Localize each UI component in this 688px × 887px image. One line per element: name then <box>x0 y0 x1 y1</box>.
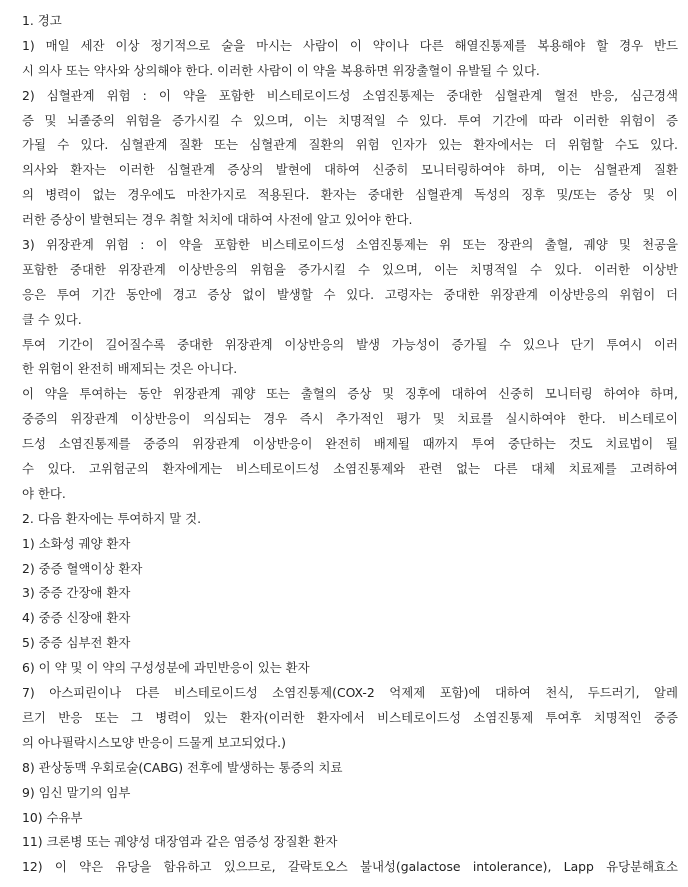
list-item: 5) 중증 심부전 환자 <box>22 635 131 651</box>
text-line: 포함한 중대한 위장관계 이상반응의 위험을 증가시킬 수 있으며, 이는 치명적일 수 있다. 이러한 이상반 <box>22 261 678 277</box>
list-item: 8) 관상동맥 우회로술(CABG) 전후에 발생하는 통증의 치료 <box>22 759 343 775</box>
text-line: 중증의 위장관계 이상반응이 의심되는 경우 즉시 추가적인 평가 및 치료를 실시하여야 한다. 비스테로이 <box>22 411 678 427</box>
text-line: 드성 소염진통제를 중증의 위장관계 이상반응이 완전히 배제될 때까지 투여 중단하는 것도 치료법이 될 <box>22 436 678 452</box>
list-item: 6) 이 약 및 이 약의 구성성분에 과민반응이 있는 환자 <box>22 660 310 676</box>
text-line: 의 아나필락시스모양 반응이 드물게 보고되었다.) <box>22 734 286 750</box>
text-line: 러한 증상이 발현되는 경우 취할 처치에 대하여 사전에 알고 있어야 한다. <box>22 212 413 228</box>
text-line: 한 위험이 완전히 배제되는 것은 아니다. <box>22 361 238 377</box>
list-item: 10) 수유부 <box>22 809 83 825</box>
text-line: 클 수 있다. <box>22 311 82 327</box>
document-body <box>22 9 678 880</box>
text-line: 투여 기간이 길어질수록 중대한 위장관계 이상반응의 발생 가능성이 증가될 수 있으나 단기 투여시 이러 <box>22 336 678 352</box>
list-item: 9) 임신 말기의 임부 <box>22 784 131 800</box>
section-heading-warnings: 1. 경고 <box>22 13 62 28</box>
list-item: 4) 중증 신장애 환자 <box>22 610 131 626</box>
text-line: 2) 심혈관계 위험 : 이 약을 포함한 비스테로이드성 소염진통제는 중대한 심혈관계 혈전 반응, 심근경색 <box>22 87 678 103</box>
text-line: 3) 위장관계 위험 : 이 약을 포함한 비스테로이드성 소염진통제는 위 또는 장관의 출혈, 궤양 및 천공을 <box>22 237 678 253</box>
list-item: 12) 이 약은 유당을 함유하고 있으므로, 갈락토오스 불내성(galactose intolerance), Lapp 유당분해효소 <box>22 859 678 875</box>
text-line: 1) 매일 세잔 이상 정기적으로 술을 마시는 사람이 이 약이나 다른 해열진통제를 복용해야 할 경우 반드 <box>22 37 678 53</box>
text-line: 시 의사 또는 약사와 상의해야 한다. 이러한 사람이 이 약을 복용하면 위장출혈이 유발될 수 있다. <box>22 62 540 78</box>
text-line: 르기 반응 또는 그 병력이 있는 환자(이러한 환자에서 비스테로이드성 소염진통제 투여후 치명적인 중증 <box>22 709 678 725</box>
list-item: 11) 크론병 또는 궤양성 대장염과 같은 염증성 장질환 환자 <box>22 834 338 850</box>
list-item: 7) 아스피린이나 다른 비스테로이드성 소염진통제(COX-2 억제제 포함)에 대하여 천식, 두드러기, 알레 <box>22 685 678 701</box>
list-item: 1) 소화성 궤양 환자 <box>22 535 131 551</box>
section-heading-contraindications: 2. 다음 환자에는 투여하지 말 것. <box>22 510 202 526</box>
text-line: 수 있다. 고위험군의 환자에게는 비스테로이드성 소염진통제와 관련 없는 다른 대체 치료제를 고려하여 <box>22 461 678 477</box>
text-line: 가될 수 있다. 심혈관계 질환 또는 심혈관계 질환의 위험 인자가 있는 환자에서는 더 위험할 수도 있다. <box>22 137 678 153</box>
list-item: 3) 중증 간장애 환자 <box>22 585 131 601</box>
text-line: 의 병력이 없는 경우에도 마찬가지로 적용된다. 환자는 중대한 심혈관계 독성의 징후 및/또는 증상 및 이 <box>22 187 678 203</box>
text-line: 증 및 뇌졸중의 위험을 증가시킬 수 있으며, 이는 치명적일 수 있다. 투여 기간에 따라 이러한 위험이 증 <box>22 112 678 128</box>
list-item: 2) 중증 혈액이상 환자 <box>22 560 143 576</box>
text-line: 의사와 환자는 이러한 심혈관계 증상의 발현에 대하여 신중히 모니터링하여야 하며, 이는 심혈관계 질환 <box>22 162 678 178</box>
text-line: 야 한다. <box>22 485 66 501</box>
text-line: 이 약을 투여하는 동안 위장관계 궤양 또는 출혈의 증상 및 징후에 대하여 신중히 모니터링 하여야 하며, <box>22 386 678 402</box>
text-line: 응은 투여 기간 동안에 경고 증상 없이 발생할 수 있다. 고령자는 중대한 위장관계 이상반응의 위험이 더 <box>22 286 678 302</box>
